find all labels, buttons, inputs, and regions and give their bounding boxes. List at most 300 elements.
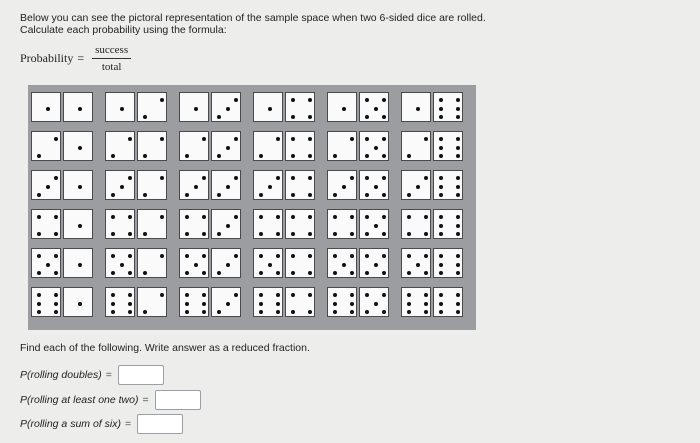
dice-pair-6-3 [179,287,241,317]
die-pip [276,293,280,297]
die-pip [234,176,238,180]
die-face-5 [359,131,389,161]
die-pip [226,146,230,150]
die-pip [333,302,337,306]
die-face-5 [105,248,135,278]
die-pip [382,193,386,197]
die-pip [308,193,312,197]
die-face-3 [31,170,61,200]
die-pip [54,271,58,275]
dice-pair-2-2 [105,131,167,161]
die-pip [439,107,443,111]
die-pip [350,254,354,258]
die-face-5 [359,209,389,239]
die-pip [143,271,147,275]
die-pip [259,232,263,236]
die-pip [439,302,443,306]
die-pip [424,302,428,306]
die-pip [291,176,295,180]
answer-input-at-least-one-two[interactable] [155,390,201,410]
die-pip [456,224,460,228]
die-pip [439,310,443,314]
die-pip [202,215,206,219]
die-pip [194,185,198,189]
die-face-2 [31,131,61,161]
dice-pair-1-4 [253,92,315,122]
die-pip [202,176,206,180]
die-face-6 [433,170,463,200]
die-pip [259,215,263,219]
die-pip [185,293,189,297]
die-pip [350,137,354,141]
die-face-5 [359,287,389,317]
die-face-1 [63,287,93,317]
die-pip [37,154,41,158]
die-pip [226,185,230,189]
die-pip [194,107,198,111]
die-face-4 [285,92,315,122]
die-face-2 [137,209,167,239]
die-pip [202,293,206,297]
die-pip [333,254,337,258]
die-pip [382,98,386,102]
dice-sample-space-grid [28,85,476,330]
die-face-3 [211,92,241,122]
dice-pair-2-3 [179,131,241,161]
die-pip [120,263,124,267]
die-pip [308,98,312,102]
die-pip [259,254,263,258]
intro-line-2: Calculate each probability using the formula: [20,24,227,36]
die-pip [439,271,443,275]
die-pip [276,254,280,258]
die-pip [350,176,354,180]
die-face-5 [359,170,389,200]
die-face-6 [433,287,463,317]
die-pip [374,146,378,150]
die-pip [365,310,369,314]
die-pip [128,254,132,258]
die-pip [185,310,189,314]
die-pip [365,176,369,180]
die-face-6 [327,287,357,317]
die-pip [424,271,428,275]
die-pip [365,137,369,141]
die-pip [54,254,58,258]
die-pip [160,176,164,180]
die-pip [407,293,411,297]
die-face-2 [179,131,209,161]
die-pip [78,185,82,189]
die-pip [217,193,221,197]
die-pip [382,154,386,158]
die-pip [424,176,428,180]
die-face-6 [433,248,463,278]
die-face-6 [433,131,463,161]
die-pip [234,137,238,141]
dice-pair-6-6 [401,287,463,317]
die-pip [111,232,115,236]
die-pip [143,154,147,158]
die-face-3 [327,170,357,200]
die-pip [456,154,460,158]
dice-pair-2-6 [401,131,463,161]
question-sum-of-six-label: P(rolling a sum of six) [20,418,121,430]
die-pip [308,176,312,180]
die-pip [456,293,460,297]
die-pip [382,137,386,141]
die-pip [276,302,280,306]
die-pip [382,176,386,180]
dice-pair-6-4 [253,287,315,317]
die-pip [46,107,50,111]
die-pip [54,293,58,297]
die-face-5 [179,248,209,278]
die-pip [382,271,386,275]
die-pip [382,293,386,297]
die-face-4 [285,287,315,317]
dice-pair-3-5 [327,170,389,200]
die-pip [333,293,337,297]
die-pip [374,224,378,228]
die-pip [143,310,147,314]
die-pip [350,310,354,314]
die-face-3 [211,209,241,239]
answer-input-doubles[interactable] [118,365,164,385]
die-pip [382,232,386,236]
formula-denominator: total [101,61,122,73]
die-pip [439,115,443,119]
die-face-4 [285,209,315,239]
die-face-3 [211,287,241,317]
probability-formula [20,44,131,73]
die-face-5 [31,248,61,278]
die-pip [111,310,115,314]
die-pip [276,215,280,219]
die-face-3 [105,170,135,200]
die-pip [46,185,50,189]
die-face-3 [401,170,431,200]
die-face-1 [63,209,93,239]
die-pip [342,185,346,189]
die-pip [439,146,443,150]
die-pip [259,293,263,297]
die-pip [365,154,369,158]
die-pip [37,254,41,258]
die-pip [111,254,115,258]
dice-pair-4-2 [105,209,167,239]
die-pip [54,176,58,180]
die-pip [217,154,221,158]
dice-pair-3-3 [179,170,241,200]
die-pip [226,302,230,306]
die-pip [111,154,115,158]
die-face-2 [253,131,283,161]
die-pip [185,232,189,236]
formula-fraction [92,44,131,73]
die-pip [439,293,443,297]
die-pip [456,263,460,267]
die-pip [217,271,221,275]
die-pip [160,215,164,219]
dice-pair-3-2 [105,170,167,200]
die-pip [456,254,460,258]
die-pip [407,215,411,219]
die-pip [78,302,82,306]
answer-input-sum-of-six[interactable] [137,414,183,434]
die-pip [259,271,263,275]
question-doubles [20,365,164,385]
die-pip [111,302,115,306]
die-pip [268,107,272,111]
die-pip [128,310,132,314]
dice-pair-2-5 [327,131,389,161]
question-sum-of-six [20,414,183,434]
die-pip [185,154,189,158]
die-pip [54,215,58,219]
die-face-1 [327,92,357,122]
die-pip [160,254,164,258]
die-pip [365,115,369,119]
die-pip [202,232,206,236]
die-pip [350,293,354,297]
die-face-1 [253,92,283,122]
die-pip [439,185,443,189]
die-face-1 [105,92,135,122]
die-pip [234,254,238,258]
die-pip [185,193,189,197]
intro-line-1: Below you can see the pictoral representation of the sample space when two 6-sided dice are rolled. [20,12,486,24]
formula-numerator: success [92,44,131,59]
die-pip [308,154,312,158]
die-pip [308,115,312,119]
die-pip [308,137,312,141]
die-pip [456,176,460,180]
die-pip [407,232,411,236]
die-pip [54,232,58,236]
die-pip [37,310,41,314]
die-pip [456,302,460,306]
die-face-1 [63,131,93,161]
die-pip [439,215,443,219]
dice-pair-6-1 [31,287,93,317]
die-pip [439,232,443,236]
die-face-1 [179,92,209,122]
dice-pair-6-2 [105,287,167,317]
die-pip [185,215,189,219]
die-pip [226,224,230,228]
die-face-5 [327,248,357,278]
dice-pair-1-5 [327,92,389,122]
die-pip [308,232,312,236]
die-pip [143,193,147,197]
die-face-1 [401,92,431,122]
dice-pair-1-6 [401,92,463,122]
die-pip [424,293,428,297]
die-pip [350,232,354,236]
formula-equals: = [77,51,85,65]
equals-sign: = [105,369,112,381]
die-pip [291,254,295,258]
dice-pair-1-1 [31,92,93,122]
die-pip [439,254,443,258]
die-pip [456,98,460,102]
questions-title: Find each of the following. Write answer as a reduced fraction. [20,342,310,354]
die-pip [128,232,132,236]
dice-pair-5-2 [105,248,167,278]
die-pip [407,193,411,197]
die-face-4 [31,209,61,239]
die-pip [424,254,428,258]
die-pip [374,107,378,111]
dice-pair-3-6 [401,170,463,200]
die-pip [416,263,420,267]
die-face-4 [253,209,283,239]
die-pip [128,176,132,180]
die-pip [439,176,443,180]
die-pip [439,154,443,158]
die-pip [185,271,189,275]
die-face-1 [31,92,61,122]
die-pip [217,232,221,236]
die-pip [365,271,369,275]
die-pip [259,154,263,158]
die-pip [308,271,312,275]
die-face-2 [327,131,357,161]
die-pip [291,115,295,119]
die-pip [333,193,337,197]
die-pip [291,293,295,297]
die-pip [143,232,147,236]
die-pip [291,193,295,197]
die-face-2 [137,287,167,317]
die-pip [276,271,280,275]
question-at-least-one-two [20,390,201,410]
die-pip [120,107,124,111]
die-pip [456,137,460,141]
die-pip [291,232,295,236]
die-pip [259,310,263,314]
die-pip [382,310,386,314]
die-pip [202,271,206,275]
die-face-5 [359,92,389,122]
die-face-3 [179,170,209,200]
die-pip [407,271,411,275]
die-pip [202,254,206,258]
die-pip [333,215,337,219]
die-pip [111,293,115,297]
dice-pair-5-6 [401,248,463,278]
dice-pair-2-4 [253,131,315,161]
die-pip [333,310,337,314]
die-pip [382,115,386,119]
die-face-2 [137,92,167,122]
die-pip [120,185,124,189]
die-face-3 [253,170,283,200]
question-doubles-label: P(rolling doubles) [20,369,102,381]
die-pip [350,302,354,306]
die-pip [276,232,280,236]
die-pip [333,154,337,158]
die-pip [424,232,428,236]
dice-pair-2-1 [31,131,93,161]
die-pip [111,193,115,197]
die-pip [456,310,460,314]
die-pip [456,271,460,275]
die-face-4 [105,209,135,239]
die-pip [291,215,295,219]
die-pip [424,310,428,314]
die-pip [333,271,337,275]
die-pip [37,293,41,297]
die-face-2 [137,248,167,278]
die-pip [37,271,41,275]
die-pip [456,115,460,119]
die-face-3 [211,248,241,278]
die-pip [308,310,312,314]
die-pip [416,185,420,189]
die-pip [128,302,132,306]
die-pip [382,254,386,258]
equals-sign: = [142,394,149,406]
die-pip [78,146,82,150]
die-face-6 [179,287,209,317]
die-pip [291,271,295,275]
die-pip [382,215,386,219]
die-face-1 [63,248,93,278]
die-pip [160,293,164,297]
die-pip [374,302,378,306]
dice-pair-3-4 [253,170,315,200]
die-pip [160,98,164,102]
die-pip [268,263,272,267]
die-pip [308,293,312,297]
dice-pair-5-5 [327,248,389,278]
die-pip [202,302,206,306]
die-pip [217,115,221,119]
intro-text [20,12,486,36]
die-pip [291,98,295,102]
die-pip [276,176,280,180]
die-pip [291,137,295,141]
die-pip [111,215,115,219]
die-pip [202,137,206,141]
die-face-3 [211,131,241,161]
die-face-5 [253,248,283,278]
die-pip [54,302,58,306]
die-pip [374,185,378,189]
die-face-1 [63,92,93,122]
die-pip [276,310,280,314]
die-pip [365,254,369,258]
die-pip [439,98,443,102]
die-pip [365,232,369,236]
die-pip [160,137,164,141]
die-pip [128,271,132,275]
die-pip [54,310,58,314]
die-pip [350,215,354,219]
die-face-5 [359,248,389,278]
die-pip [37,193,41,197]
die-face-6 [31,287,61,317]
die-face-2 [137,131,167,161]
die-pip [128,293,132,297]
die-pip [374,263,378,267]
dice-pair-4-4 [253,209,315,239]
die-pip [365,215,369,219]
die-pip [439,263,443,267]
die-face-2 [137,170,167,200]
